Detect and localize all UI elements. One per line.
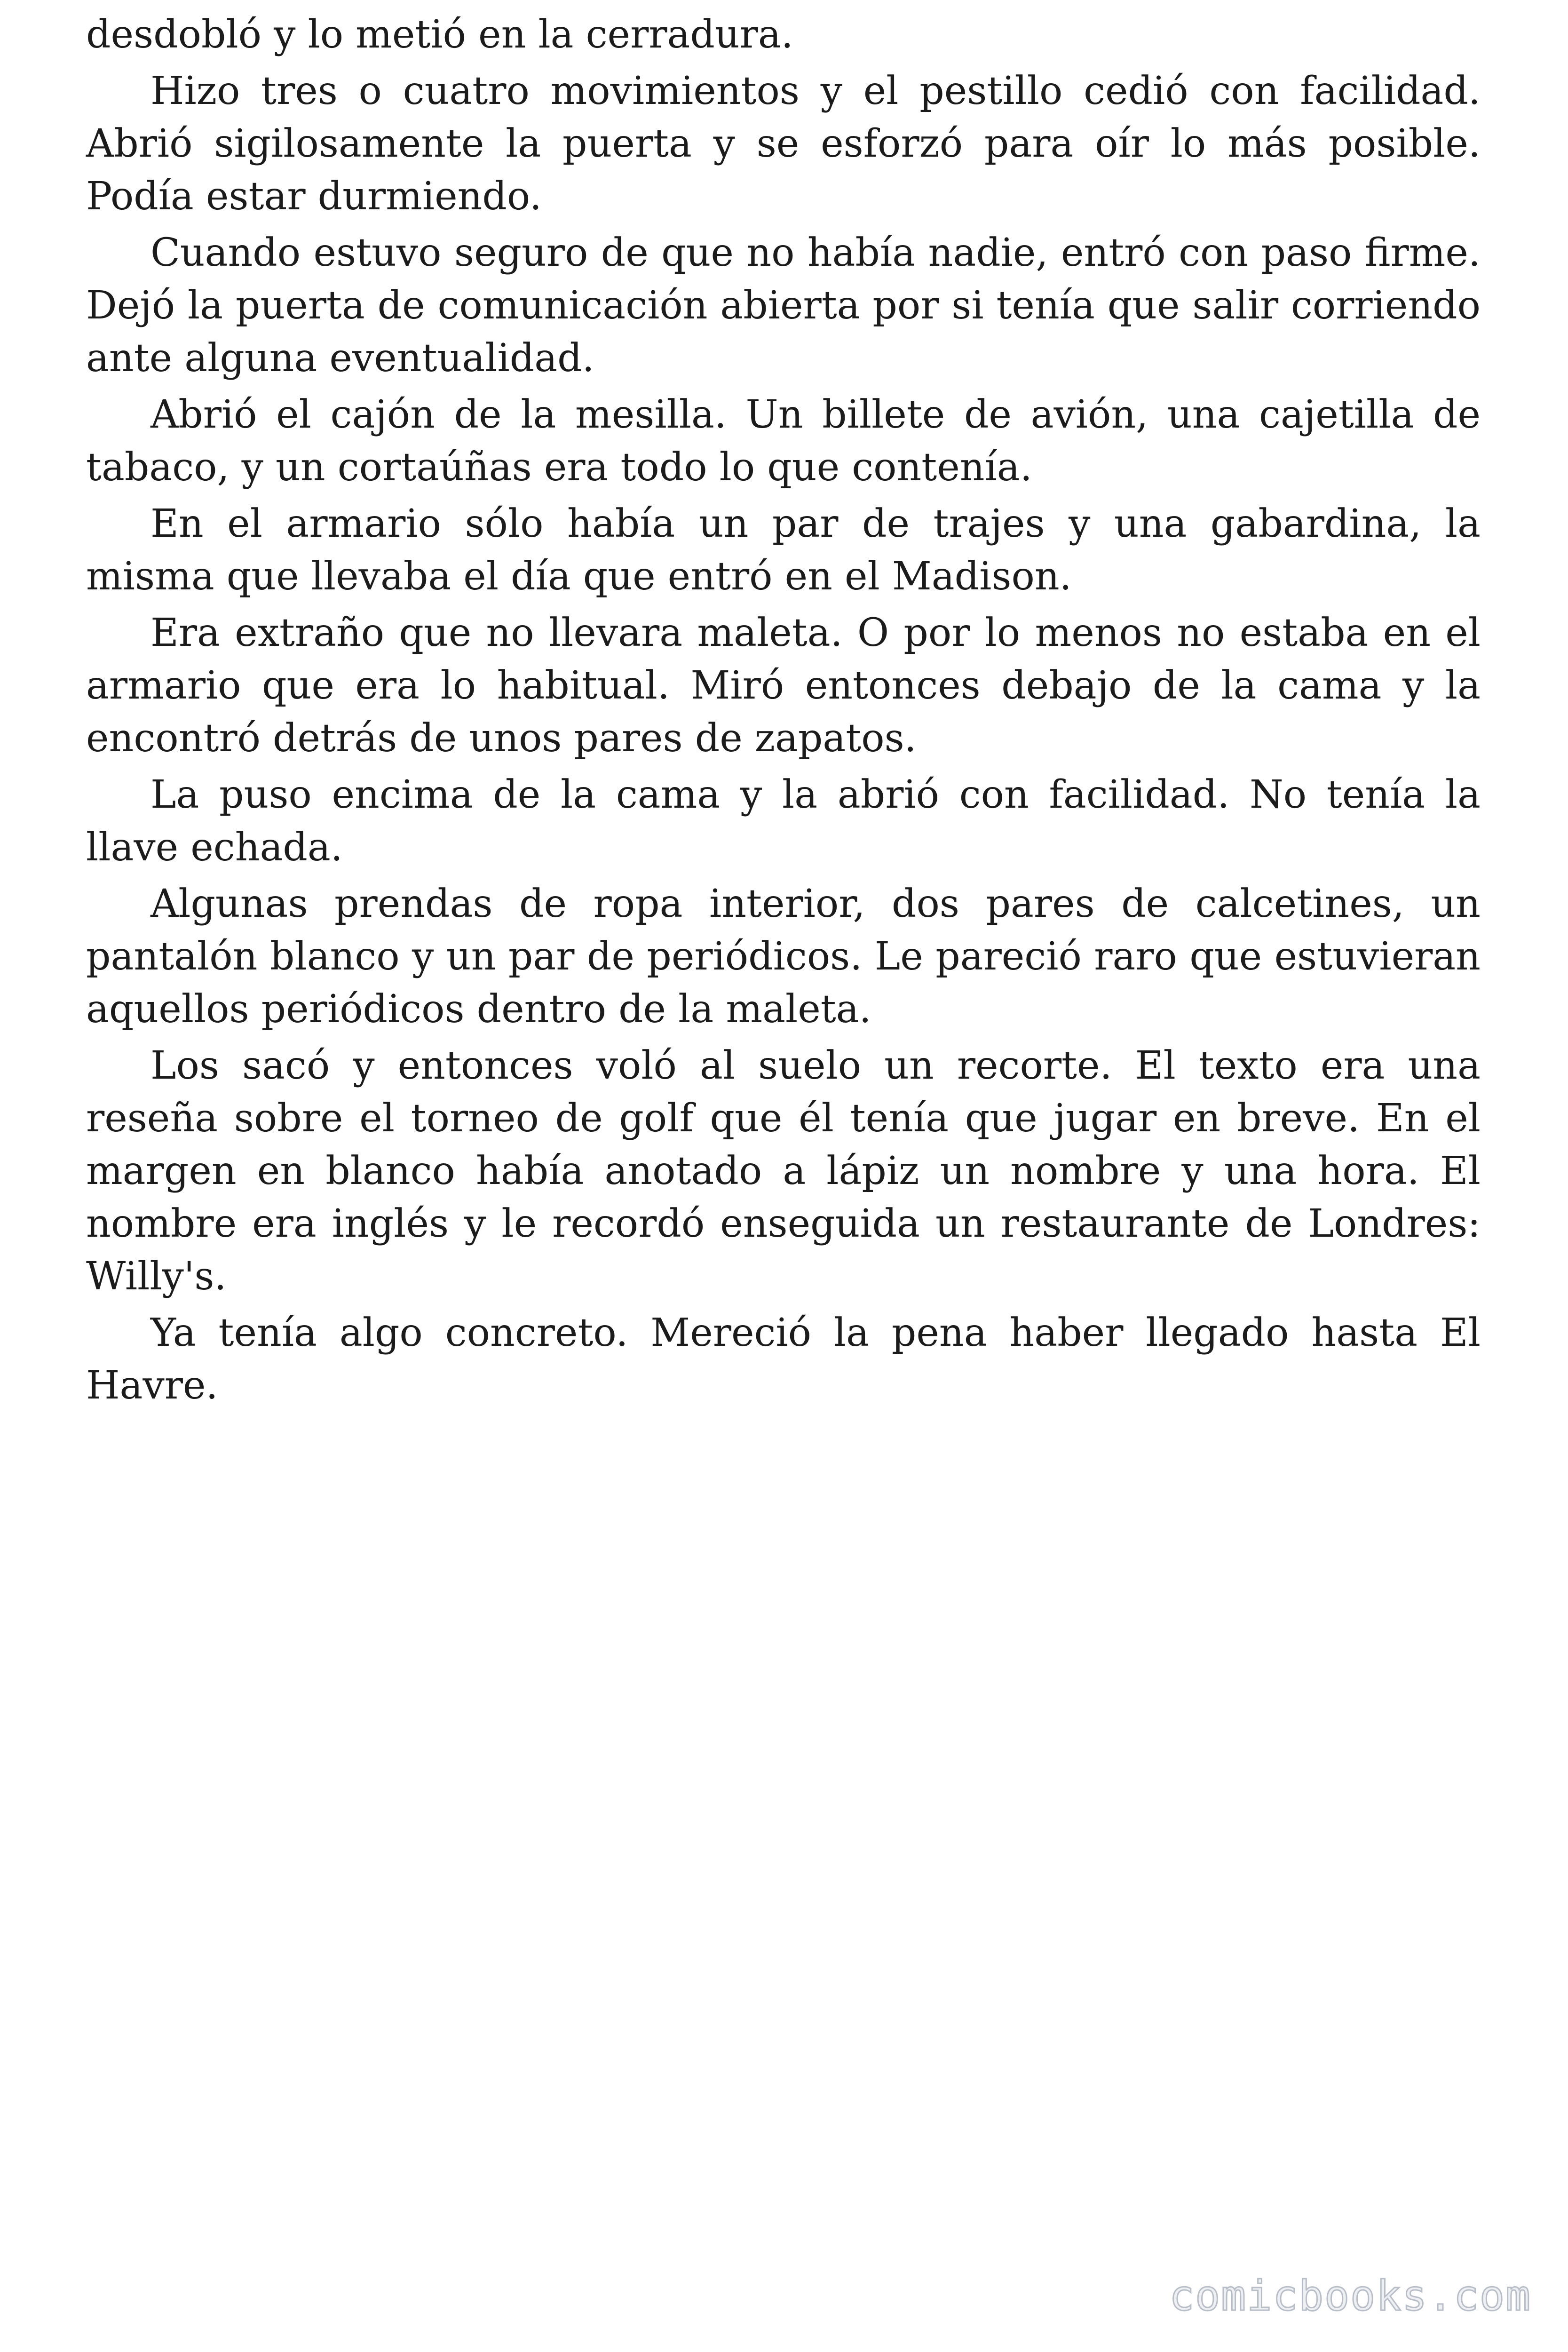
page-text (86, 8, 1481, 1416)
paragraph: Los sacó y entonces voló al suelo un recorte. El texto era una reseña sobre el torneo de golf que él tenía que jugar en breve. En el margen en blanco había anotado a lápiz un nombre y una hora. El nombre era inglés y le recordó enseguida un restaurante de Londres: Willy's. (86, 1043, 1481, 1299)
paragraph: Hizo tres o cuatro movimientos y el pestillo cedió con facilidad. Abrió sigilosamente la puerta y se esforzó para oír lo más posible. Podía estar durmiendo. (86, 69, 1481, 219)
paragraph: desdobló y lo metió en la cerradura. (86, 12, 793, 57)
watermark: comicbooks.com (1169, 2272, 1531, 2320)
paragraph: La puso encima de la cama y la abrió con facilidad. No tenía la llave echada. (86, 772, 1481, 870)
paragraph: En el armario sólo había un par de trajes y una gabardina, la misma que llevaba el día que entró en el Madison. (86, 501, 1481, 599)
paragraph: Era extraño que no llevara maleta. O por lo menos no estaba en el armario que era lo habitual. Miró entonces debajo de la cama y la encontró detrás de unos pares de zapatos. (86, 611, 1481, 761)
paragraph: Algunas prendas de ropa interior, dos pares de calcetines, un pantalón blanco y un par de periódicos. Le pareció raro que estuvieran aquellos periódicos dentro de la maleta. (86, 882, 1481, 1032)
paragraph: Ya tenía algo concreto. Mereció la pena haber llegado hasta El Havre. (86, 1311, 1481, 1408)
paragraph: Cuando estuvo seguro de que no había nadie, entró con paso firme. Dejó la puerta de comunicación abierta por si tenía que salir corriendo ante alguna eventualidad. (86, 230, 1481, 381)
paragraph: Abrió el cajón de la mesilla. Un billete de avión, una cajetilla de tabaco, y un cortaúñas era todo lo que contenía. (86, 392, 1481, 490)
